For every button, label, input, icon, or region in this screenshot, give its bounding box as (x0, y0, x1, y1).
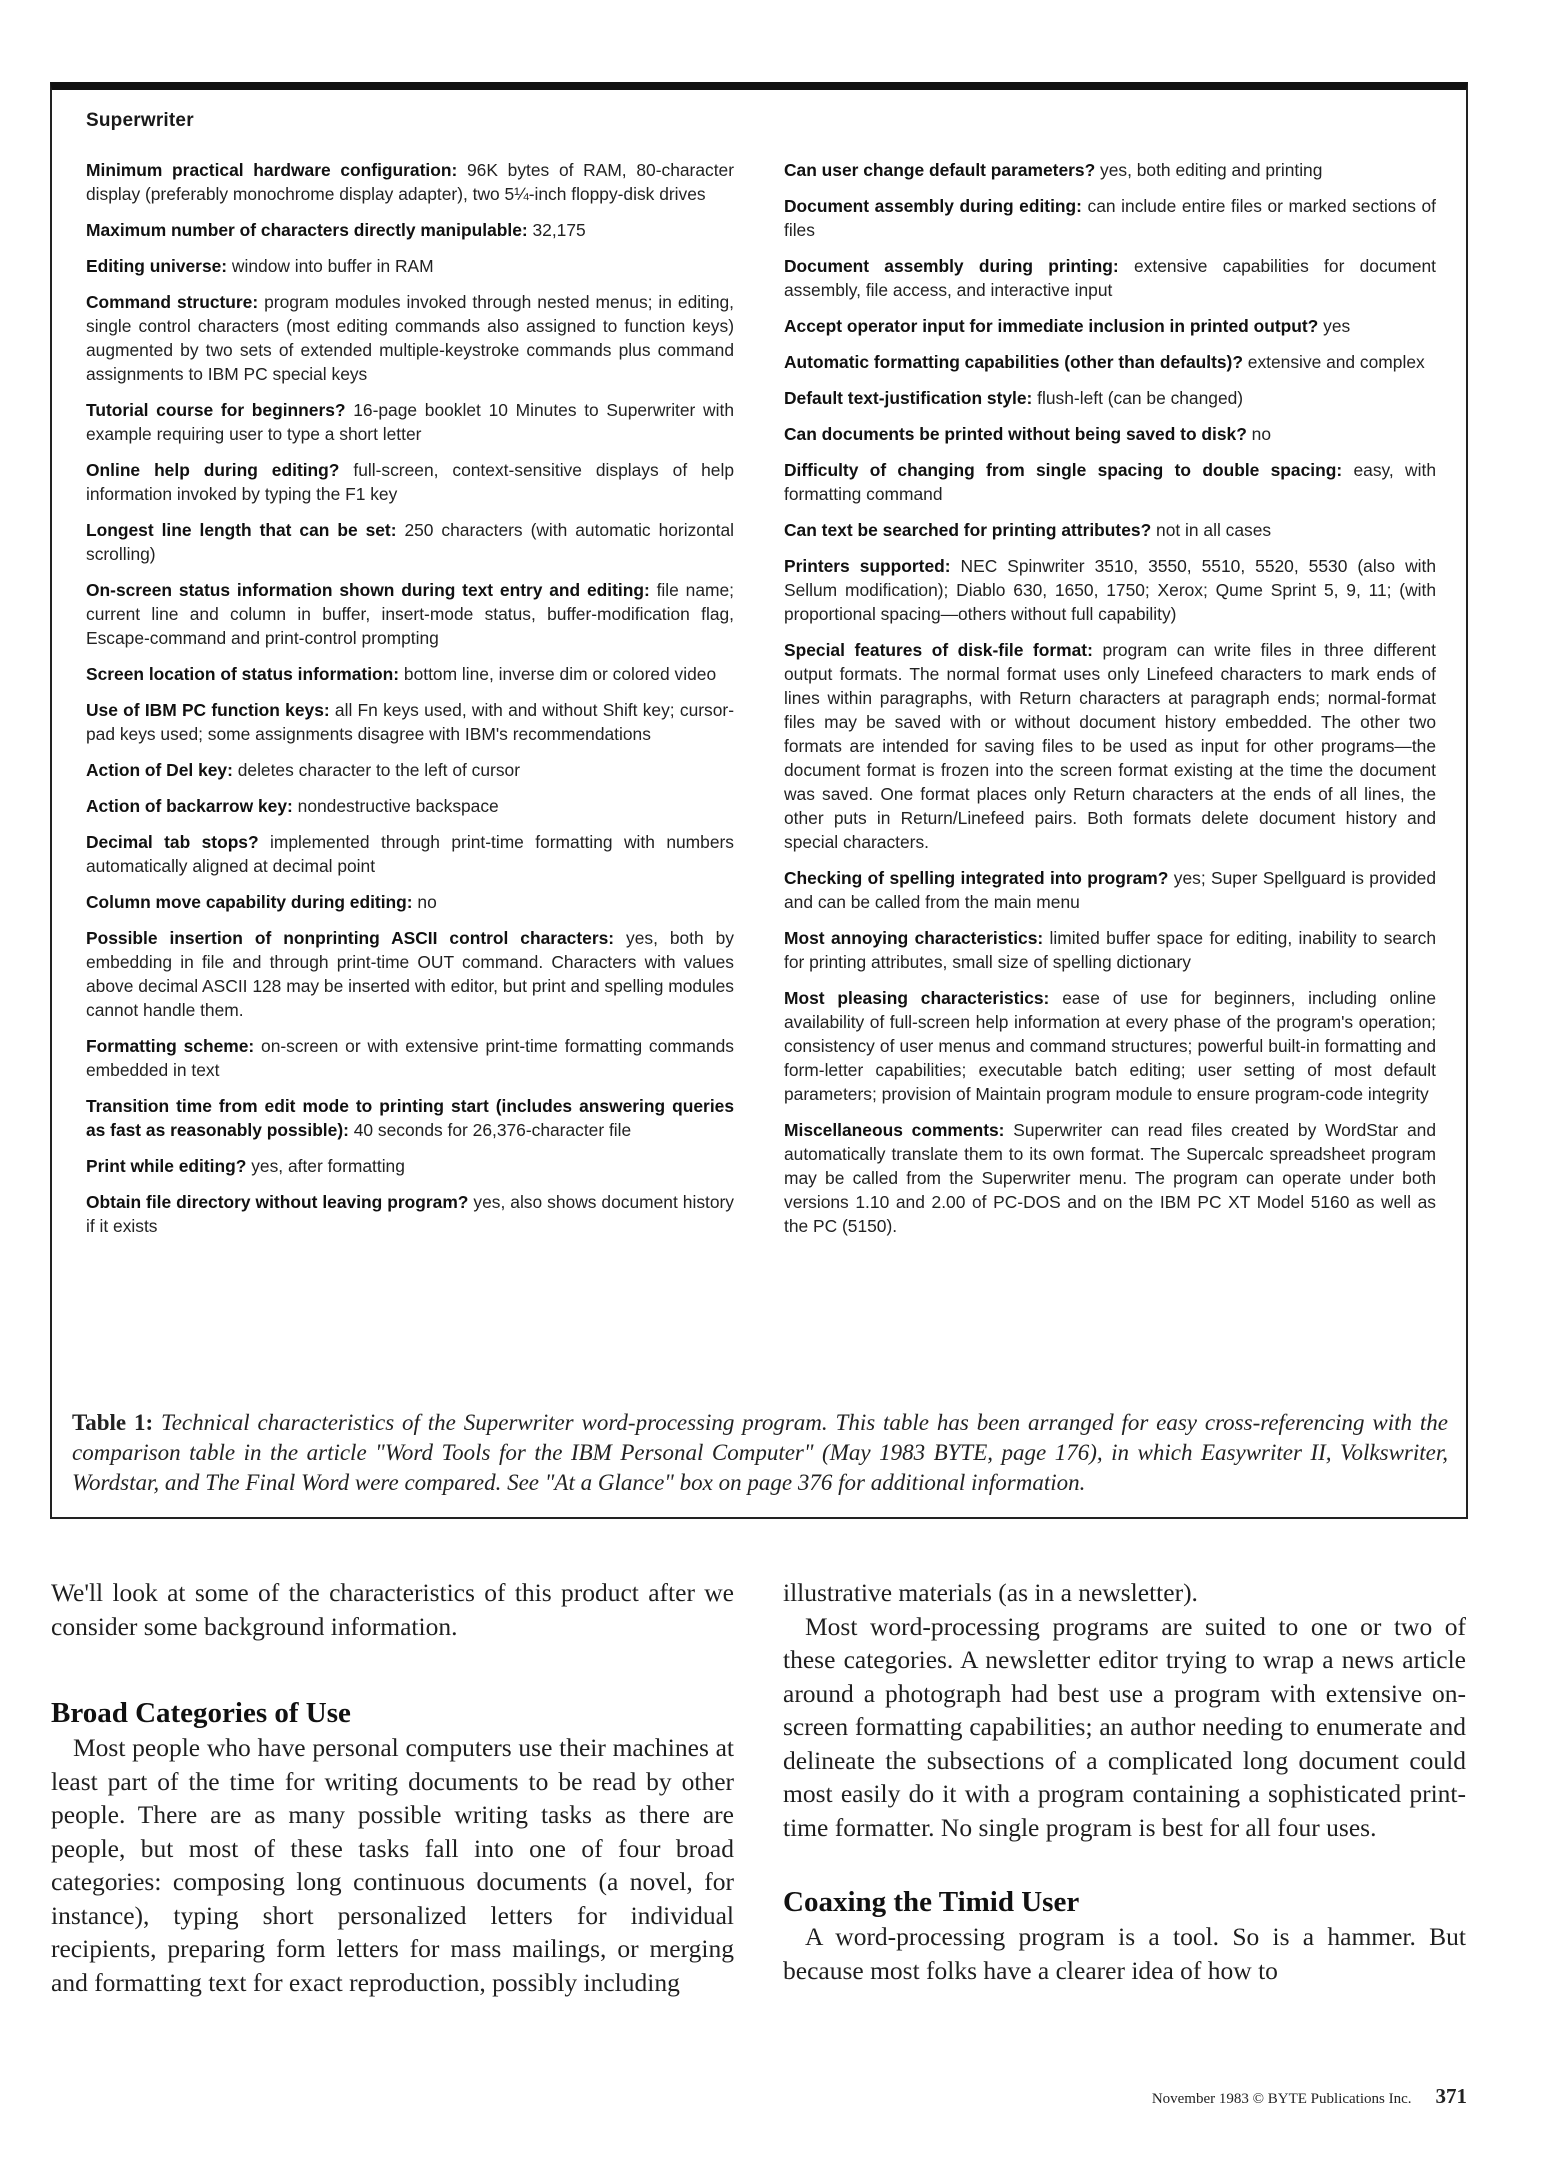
table-left-column (86, 158, 734, 1250)
page-footer (1152, 2084, 1467, 2109)
table-item: Difficulty of changing from single spacing to double spacing: easy, with formatting command (784, 460, 1436, 504)
table-item: Obtain file directory without leaving program? yes, also shows document history if it exists (86, 1192, 735, 1236)
footer-credit: November 1983 © BYTE Publications Inc. (1151, 2091, 1412, 2107)
spec-table (50, 82, 1468, 1519)
table-right-column (784, 158, 1436, 1250)
table-item: Tutorial course for beginners? 16-page booklet 10 Minutes to Superwriter with example requiring user to type a short letter (86, 400, 734, 444)
article-left-column (51, 1576, 734, 1999)
article-intro-paragraph: We'll look at some of the characteristics of this product after we consider some background information. (51, 1578, 734, 1641)
table-item: On-screen status information shown during text entry and editing: file name; current line and column in buffer, insert-mode status, buffer-modification flag, Escape-command and print-control prompting (86, 580, 734, 648)
table-item: Can text be searched for printing attributes? not in all cases (784, 520, 1272, 540)
table-item: Command structure: program modules invoked through nested menus; in editing, single control characters (most editing commands also assigned to function keys) augmented by two sets of extended multiple-keystroke commands plus command assignments to IBM PC special keys (86, 292, 734, 384)
table-item: Automatic formatting capabilities (other than defaults)? extensive and complex (784, 352, 1425, 372)
page-number: 371 (1435, 2084, 1467, 2108)
table-item: Maximum number of characters directly manipulable: 32,175 (86, 220, 586, 240)
article-paragraph: Most word-processing programs are suited to one or two of these categories. A newsletter editor trying to wrap a news article around a photograph had best use a program with extensive on-screen formatting capabilities; an author needing to enumerate and delineate the subsections of a complicated long document could most easily do it with a program containing a sophisticated print-time formatter. No single program is best for all four uses. (783, 1611, 1466, 1842)
article-paragraph: Most people who have personal computers use their machines at least part of the time for writing documents to be read by other people. There are as many possible writing tasks as there are people, but most of these tasks fall into one of four broad categories: composing long continuous documents (a novel, for instance), typing short personalized letters for individual recipients, preparing form letters for mass mailings, or merging and formatting text for exact reproduction, possibly including (51, 1733, 734, 1997)
section-heading: Coaxing the Timid User (783, 1886, 1080, 1918)
table-item: Miscellaneous comments: Superwriter can read files created by WordStar and automatically translate them to its own format. The Supercalc spreadsheet program may be called from the Superwriter menu. The program can operate under both versions 1.10 and 2.00 of PC-DOS and on the IBM PC XT Model 5160 as well as the PC (5150). (784, 1120, 1437, 1236)
table-item: Can user change default parameters? yes, both editing and printing (784, 160, 1323, 180)
table-item: Accept operator input for immediate inclusion in printed output? yes (784, 316, 1351, 336)
table-item: Document assembly during editing: can include entire files or marked sections of files (784, 196, 1436, 240)
table-item: Can documents be printed without being saved to disk? no (784, 424, 1272, 444)
table-item: Formatting scheme: on-screen or with extensive print-time formatting commands embedded in text (86, 1036, 734, 1080)
table-item: Most annoying characteristics: limited buffer space for editing, inability to search for printing attributes, small size of spelling dictionary (784, 928, 1436, 972)
table-item: Action of Del key: deletes character to the left of cursor (86, 760, 520, 780)
table-item: Transition time from edit mode to printing start (includes answering queries as fast as reasonably possible): 40 seconds for 26,376-character file (86, 1096, 734, 1140)
table-item: Column move capability during editing: no (86, 892, 437, 912)
section-heading: Broad Categories of Use (51, 1697, 351, 1729)
table-item: Possible insertion of nonprinting ASCII control characters: yes, both by embedding in file and through print-time OUT command. Characters with values above decimal ASCII 128 may be inserted with editor, but print and spelling modules cannot handle them. (86, 928, 734, 1020)
table-item: Special features of disk-file format: program can write files in three different output formats. The normal format uses only Linefeed characters to mark ends of lines within paragraphs, with Return characters at paragraph ends; normal-format files may be saved with or without document history embedded. The other two formats are intended for saving files to be used as input for other programs—the document format is frozen into the screen format existing at the time the document was saved. One format places only Return characters at the ends of all lines, the other puts in Return/Linefeed pairs. Both formats delete document history and special characters. (784, 640, 1436, 852)
table-title: Superwriter (86, 110, 194, 131)
table-item: Editing universe: window into buffer in RAM (86, 256, 434, 276)
table-item: Default text-justification style: flush-left (can be changed) (784, 388, 1244, 408)
table-item: Use of IBM PC function keys: all Fn keys used, with and without Shift key; cursor-pad keys used; some assignments disagree with IBM's recommendations (86, 700, 734, 744)
table-item: Printers supported: NEC Spinwriter 3510, 3550, 5510, 5520, 5530 (also with Sellum modification); Diablo 630, 1650, 1750; Xerox; Qume Sprint 5, 9, 11; (with proportional spacing—others without full capability) (784, 556, 1436, 624)
table-item: Online help during editing? full-screen, context-sensitive displays of help information invoked by typing the F1 key (86, 460, 734, 504)
table-item: Minimum practical hardware configuration: 96K bytes of RAM, 80-character display (preferably monochrome display adapter), two 5¼-inch floppy-disk drives (86, 160, 734, 204)
table-item: Most pleasing characteristics: ease of use for beginners, including online availability of full-screen help information at every phase of the program's operation; consistency of user menus and command structures; powerful built-in formatting and form-letter capabilities; executable batch editing; user setting of most default parameters; provision of Maintain program module to ensure program-code integrity (784, 988, 1436, 1104)
table-item: Print while editing? yes, after formatting (86, 1156, 405, 1176)
table-item: Document assembly during printing: extensive capabilities for document assembly, file access, and interactive input (784, 256, 1437, 300)
table-item: Longest line length that can be set: 250 characters (with automatic horizontal scrolling) (86, 520, 734, 564)
table-item: Screen location of status information: bottom line, inverse dim or colored video (86, 664, 717, 684)
table-caption: Table 1: Technical characteristics of the Superwriter word-processing program. This table has been arranged for easy cross-referencing with the comparison table in the article "Word Tools for the IBM Personal Computer" (May 1983 BYTE, page 176), in which Easywriter II, Volkswriter, Wordstar, and The Final Word were compared. See "At a Glance" box on page 376 for additional information. (72, 1410, 1448, 1495)
article-paragraph-continued: illustrative materials (as in a newsletter). (783, 1578, 1198, 1607)
table-item: Checking of spelling integrated into program? yes; Super Spellguard is provided and can be called from the main menu (784, 868, 1436, 912)
article-paragraph: A word-processing program is a tool. So is a hammer. But because most folks have a clearer idea of how to (783, 1922, 1466, 1985)
article-right-column (783, 1576, 1466, 1987)
table-item: Decimal tab stops? implemented through print-time formatting with numbers automatically aligned at decimal point (86, 832, 734, 876)
table-item: Action of backarrow key: nondestructive backspace (86, 796, 499, 816)
